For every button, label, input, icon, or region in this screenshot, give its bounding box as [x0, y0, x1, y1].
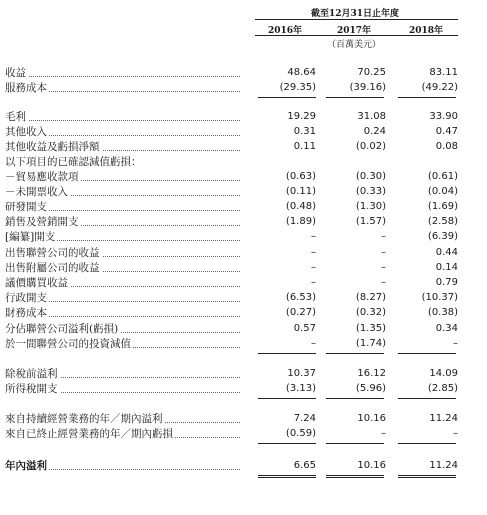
table-row: [0, 382, 487, 396]
value-2018: (49.22): [421, 82, 458, 93]
subtotal-rule: [398, 97, 456, 98]
value-2017: (8.27): [355, 292, 386, 303]
value-2016: –: [311, 277, 316, 288]
table-row: [0, 367, 487, 381]
value-2018: (1.69): [427, 201, 458, 212]
value-2017: 10.16: [357, 460, 386, 471]
subtotal-rule: [398, 443, 456, 444]
row-label: 服務成本: [5, 82, 47, 94]
value-2017: (1.35): [355, 323, 386, 334]
subtotal-rule: [326, 398, 384, 399]
row-label: －貿易應收款項: [5, 171, 79, 183]
value-2016: (29.35): [279, 82, 316, 93]
row-label: 除稅前溢利: [5, 368, 58, 380]
row-label: 來自已終止經營業務的年／期內虧損: [5, 428, 173, 440]
year-header-2016: 2016年: [267, 26, 303, 36]
row-label: 議價購買收益: [5, 277, 68, 289]
value-2017: 16.12: [357, 368, 386, 379]
period-title: 截至12月31日止年度: [310, 9, 400, 19]
table-row: [0, 291, 487, 305]
value-2016: (1.89): [285, 216, 316, 227]
total-double-rule: [258, 475, 316, 478]
value-2016: 19.29: [287, 111, 316, 122]
table-row: [0, 155, 487, 169]
table-row: [0, 322, 487, 336]
row-label: 行政開支: [5, 292, 47, 304]
table-row: [0, 110, 487, 124]
value-2017: (1.30): [355, 201, 386, 212]
value-2018: 11.24: [429, 413, 458, 424]
value-2018: 0.44: [435, 247, 458, 258]
value-2018: (6.39): [427, 231, 458, 242]
value-2016: –: [311, 231, 316, 242]
value-2017: –: [381, 231, 386, 242]
value-2016: (0.48): [285, 201, 316, 212]
value-2018: 0.08: [435, 141, 458, 152]
value-2018: (0.61): [427, 171, 458, 182]
value-2018: 0.47: [435, 126, 458, 137]
total-double-rule: [326, 475, 384, 478]
value-2016: (6.53): [285, 292, 316, 303]
header-rule: [255, 35, 458, 36]
subtotal-rule: [258, 443, 316, 444]
value-2018: –: [453, 338, 458, 349]
value-2016: (3.13): [285, 383, 316, 394]
table-row: [0, 125, 487, 139]
row-label: 研發開支: [5, 201, 47, 213]
table-row: [0, 427, 487, 441]
row-label: 毛利: [5, 111, 26, 123]
table-row: [0, 306, 487, 320]
value-2018: 33.90: [429, 111, 458, 122]
table-row: [0, 140, 487, 154]
subtotal-rule: [398, 353, 456, 354]
subtotal-rule: [326, 443, 384, 444]
value-2016: 0.11: [293, 141, 316, 152]
row-label: [編纂]開支: [5, 231, 56, 243]
table-row: [0, 459, 487, 473]
value-2017: (1.74): [355, 338, 386, 349]
value-2017: 10.16: [357, 413, 386, 424]
subtotal-rule: [326, 353, 384, 354]
row-label: 所得稅開支: [5, 383, 58, 395]
subtotal-rule: [326, 97, 384, 98]
table-row: [0, 185, 487, 199]
dot-leader: [5, 76, 240, 77]
subtotal-rule: [398, 398, 456, 399]
period-title-rule: [255, 19, 458, 20]
row-label: 出售附屬公司的收益: [5, 262, 100, 274]
row-label: 以下項目的已確認減值虧損：: [5, 156, 142, 168]
row-label: 年內溢利: [5, 460, 47, 472]
value-2016: (0.11): [285, 186, 316, 197]
value-2017: (0.02): [355, 141, 386, 152]
value-2017: –: [381, 277, 386, 288]
subtotal-rule: [258, 398, 316, 399]
table-row: [0, 276, 487, 290]
table-row: [0, 81, 487, 95]
value-2016: 0.57: [293, 323, 316, 334]
value-2018: (2.85): [427, 383, 458, 394]
value-2017: (0.30): [355, 171, 386, 182]
value-2017: 0.24: [363, 126, 386, 137]
table-row: [0, 261, 487, 275]
value-2016: –: [311, 262, 316, 273]
row-label: 其他收益及虧損淨額: [5, 141, 100, 153]
value-2016: 6.65: [293, 460, 316, 471]
table-row: [0, 66, 487, 80]
subtotal-rule: [258, 353, 316, 354]
row-label: 收益: [5, 67, 26, 79]
value-2017: –: [381, 428, 386, 439]
value-2017: (1.57): [355, 216, 386, 227]
table-row: [0, 170, 487, 184]
value-2018: 14.09: [429, 368, 458, 379]
value-2017: –: [381, 247, 386, 258]
dot-leader: [5, 120, 240, 121]
value-2018: –: [453, 428, 458, 439]
table-row: [0, 215, 487, 229]
value-2016: –: [311, 247, 316, 258]
row-label: 其他收入: [5, 126, 47, 138]
value-2016: (0.59): [285, 428, 316, 439]
value-2018: 83.11: [429, 67, 458, 78]
value-2016: 0.31: [293, 126, 316, 137]
row-label: －未開票收入: [5, 186, 68, 198]
value-2016: 7.24: [293, 413, 316, 424]
value-2018: 0.79: [435, 277, 458, 288]
value-2016: 10.37: [287, 368, 316, 379]
value-2018: 11.24: [429, 460, 458, 471]
value-2017: 31.08: [357, 111, 386, 122]
subtotal-rule: [258, 97, 316, 98]
value-2018: (2.58): [427, 216, 458, 227]
row-label: 來自持續經營業務的年／期內溢利: [5, 413, 163, 425]
value-2016: 48.64: [287, 67, 316, 78]
table-row: [0, 337, 487, 351]
row-label: 出售聯營公司的收益: [5, 247, 100, 259]
table-row: [0, 246, 487, 260]
value-2017: –: [381, 262, 386, 273]
value-2018: (10.37): [421, 292, 458, 303]
value-2017: 70.25: [357, 67, 386, 78]
table-row: [0, 412, 487, 426]
value-2017: (0.33): [355, 186, 386, 197]
row-label: 分佔聯營公司溢利(虧損): [5, 323, 119, 335]
value-2017: (5.96): [355, 383, 386, 394]
value-2018: (0.04): [427, 186, 458, 197]
value-2018: (0.38): [427, 307, 458, 318]
value-2016: (0.63): [285, 171, 316, 182]
value-2016: (0.27): [285, 307, 316, 318]
value-2018: 0.14: [435, 262, 458, 273]
total-double-rule: [398, 475, 456, 478]
year-header-2018: 2018年: [408, 26, 444, 36]
row-label: 於一間聯營公司的投資減值: [5, 338, 131, 350]
value-2017: (39.16): [349, 82, 386, 93]
year-header-2017: 2017年: [336, 26, 372, 36]
value-2018: 0.34: [435, 323, 458, 334]
table-row: [0, 230, 487, 244]
value-2017: (0.32): [355, 307, 386, 318]
value-2016: –: [311, 338, 316, 349]
table-row: [0, 200, 487, 214]
row-label: 銷售及營銷開支: [5, 216, 79, 228]
unit-label: （百萬美元）: [326, 40, 381, 50]
row-label: 財務成本: [5, 307, 47, 319]
